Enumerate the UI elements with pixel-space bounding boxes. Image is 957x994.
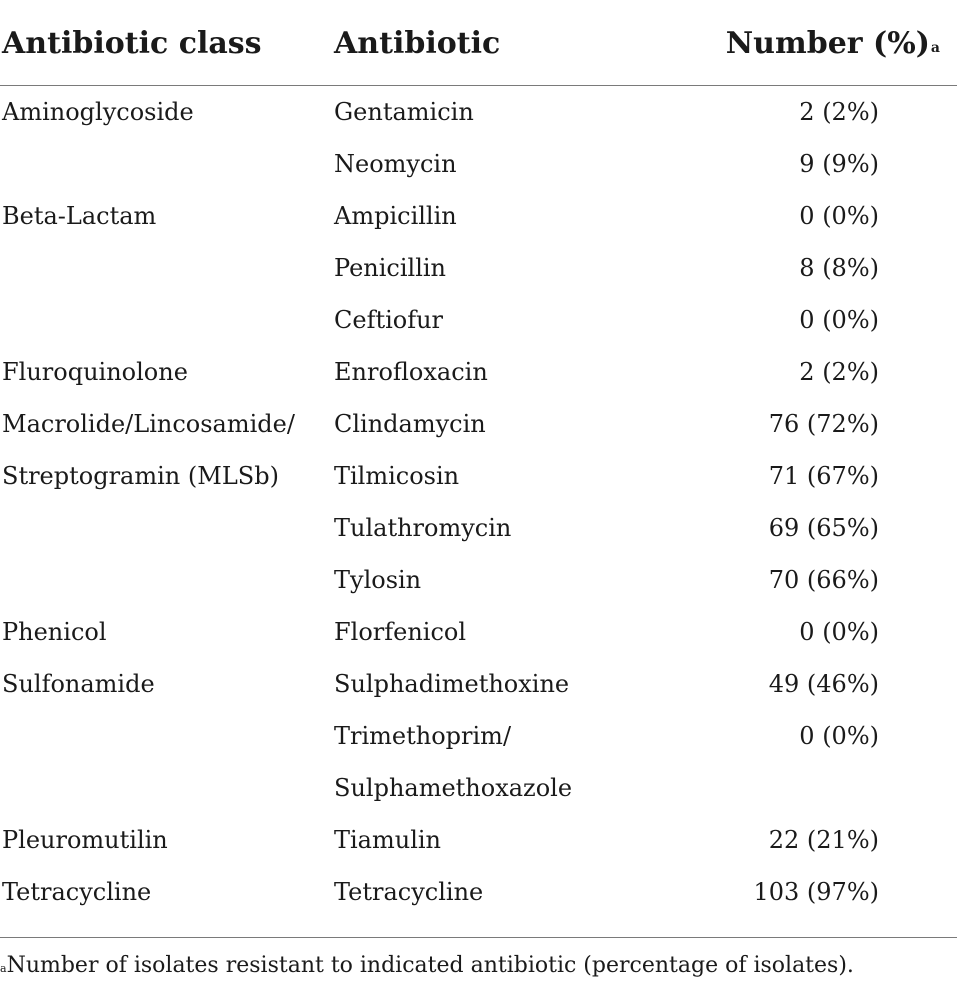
- table-row: [0, 138, 957, 190]
- table-row: [0, 450, 957, 502]
- table-row: [0, 346, 957, 398]
- cell-antibiotic-class: Sulfonamide: [2, 670, 155, 698]
- cell-antibiotic-class: Pleuromutilin: [2, 826, 168, 854]
- table-body: [0, 86, 957, 918]
- cell-number: 70 (66%): [768, 566, 879, 594]
- table-row: [0, 866, 957, 918]
- cell-number: 2 (2%): [799, 358, 879, 386]
- cell-antibiotic: Ceftiofur: [334, 306, 444, 334]
- cell-antibiotic: Neomycin: [334, 150, 457, 178]
- table-row: [0, 710, 957, 762]
- cell-antibiotic-class: Phenicol: [2, 618, 107, 646]
- cell-number: 0 (0%): [799, 722, 879, 750]
- table-row: [0, 502, 957, 554]
- footnote-marker: a: [0, 962, 7, 975]
- table-row: [0, 294, 957, 346]
- cell-number: 9 (9%): [799, 150, 879, 178]
- table-header-row: [0, 0, 957, 86]
- cell-antibiotic: Tilmicosin: [334, 462, 460, 490]
- cell-antibiotic-class: Beta-Lactam: [2, 202, 157, 230]
- cell-antibiotic: Enrofloxacin: [334, 358, 488, 386]
- cell-number: 0 (0%): [799, 306, 879, 334]
- header-antibiotic: Antibiotic: [334, 26, 501, 61]
- header-number: [726, 24, 940, 64]
- header-number-label: Number (%): [725, 26, 930, 61]
- cell-number: 0 (0%): [799, 618, 879, 646]
- cell-number: 71 (67%): [768, 462, 879, 490]
- table-row: [0, 658, 957, 710]
- cell-antibiotic: Florfenicol: [334, 618, 467, 646]
- table-row: [0, 762, 957, 814]
- cell-antibiotic: Gentamicin: [334, 98, 474, 126]
- table-footnote: [0, 950, 854, 982]
- cell-number: 103 (97%): [753, 878, 879, 906]
- cell-antibiotic: Tulathromycin: [334, 514, 512, 542]
- cell-number: 2 (2%): [799, 98, 879, 126]
- table-bottom-rule: [0, 937, 957, 938]
- header-number-footnote-marker: a: [930, 40, 940, 56]
- cell-antibiotic: Sulphadimethoxine: [334, 670, 570, 698]
- table-row: [0, 814, 957, 866]
- cell-antibiotic: Ampicillin: [334, 202, 457, 230]
- cell-antibiotic: Tylosin: [334, 566, 422, 594]
- cell-number: 8 (8%): [799, 254, 879, 282]
- cell-antibiotic: Penicillin: [334, 254, 447, 282]
- table-row: [0, 554, 957, 606]
- cell-number: 76 (72%): [768, 410, 879, 438]
- cell-number: 49 (46%): [768, 670, 879, 698]
- cell-antibiotic: Tiamulin: [334, 826, 442, 854]
- cell-antibiotic: Clindamycin: [334, 410, 486, 438]
- cell-antibiotic-class: Macrolide/Lincosamide/: [2, 410, 295, 438]
- footnote-text: Number of isolates resistant to indicated antibiotic (percentage of isolates).: [6, 953, 854, 978]
- table-row: [0, 398, 957, 450]
- header-antibiotic-class: Antibiotic class: [2, 26, 262, 61]
- cell-number: 22 (21%): [768, 826, 879, 854]
- cell-number: 69 (65%): [768, 514, 879, 542]
- cell-antibiotic: Tetracycline: [334, 878, 484, 906]
- table-row: [0, 606, 957, 658]
- cell-number: 0 (0%): [799, 202, 879, 230]
- cell-antibiotic-class: Streptogramin (MLSb): [2, 462, 279, 490]
- cell-antibiotic-class: Fluroquinolone: [2, 358, 188, 386]
- table-row: [0, 242, 957, 294]
- cell-antibiotic: Trimethoprim/: [334, 722, 512, 750]
- cell-antibiotic-class: Aminoglycoside: [2, 98, 194, 126]
- table-row: [0, 86, 957, 138]
- cell-antibiotic: Sulphamethoxazole: [334, 774, 573, 802]
- table-row: [0, 190, 957, 242]
- cell-antibiotic-class: Tetracycline: [2, 878, 152, 906]
